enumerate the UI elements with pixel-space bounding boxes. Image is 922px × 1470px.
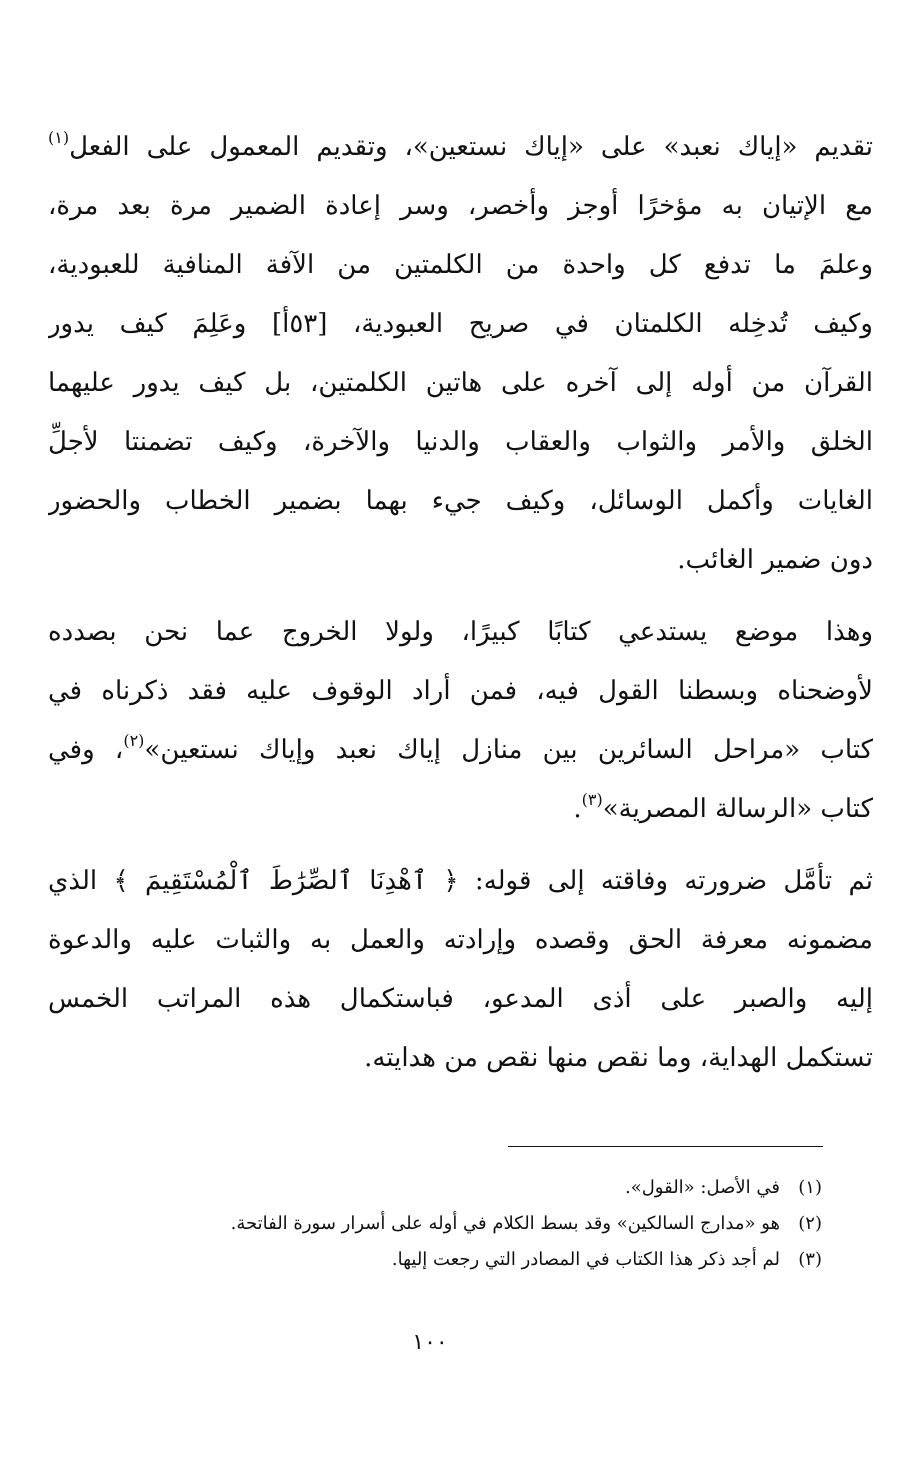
- text-span: ، وفي: [48, 735, 124, 765]
- text-line: وكيف تُدخِله الكلمتان في صريح العبودية، [٥٣أ] وعَلِمَ كيف يدور: [48, 309, 873, 339]
- footnote-number: (٣): [798, 1249, 822, 1270]
- text-line: [48, 721, 873, 780]
- text-line: مضمونه معرفة الحق وقصده وإرادته والعمل به والثبات عليه والدعوة: [48, 925, 873, 955]
- text-line: وعلمَ ما تدفع كل واحدة من الكلمتين من الآفة المنافية للعبودية،: [48, 250, 873, 280]
- footnotes: [48, 1170, 822, 1278]
- text-line: وهذا موضع يستدعي كتابًا كبيرًا، ولولا الخروج عما نحن بصدده: [48, 617, 873, 647]
- footnote-number: (١): [798, 1177, 822, 1198]
- footnote-3: [48, 1242, 822, 1278]
- footnote-ref-1[interactable]: (١): [48, 128, 70, 147]
- text-span: كتاب «مراحل السائرين بين منازل إياك نعبد وإياك نستعين»: [144, 735, 873, 765]
- text-line: [48, 118, 873, 177]
- text-line: لأوضحناه وبسطنا القول فيه، فمن أراد الوقوف عليه فقد ذكرناه في: [48, 676, 873, 706]
- page-number: ١٠٠: [412, 1330, 448, 1355]
- paragraph-2: [48, 603, 873, 839]
- text-span: تقديم «إياك نعبد» على «إياك نستعين»، وتقديم المعمول على الفعل: [69, 132, 873, 162]
- footnote-2: [48, 1206, 822, 1242]
- paragraph-3: [48, 852, 873, 1088]
- text-line: القرآن من أوله إلى آخره على هاتين الكلمتين، بل كيف يدور عليهما: [48, 368, 873, 398]
- text-line: الغايات وأكمل الوسائل، وكيف جيء بهما بضمير الخطاب والحضور: [48, 486, 873, 516]
- text-span: كتاب «الرسالة المصرية»: [602, 794, 873, 824]
- paragraph-gap: [48, 590, 873, 603]
- text-line: ثم تأمَّل ضرورته وفاقته إلى قوله: ﴿ ٱهْدِنَا ٱلصِّرَٰطَ ٱلْمُسْتَقِيمَ ﴾ الذي: [48, 866, 873, 896]
- footnote-ref-2[interactable]: (٢): [123, 731, 145, 750]
- footnote-number: (٢): [798, 1213, 822, 1234]
- footnote-text: هو «مدارج السالكين» وقد بسط الكلام في أوله على أسرار سورة الفاتحة.: [230, 1213, 780, 1234]
- footnote-text: في الأصل: «القول».: [624, 1177, 780, 1198]
- text-line: الخلق والأمر والثواب والعقاب والدنيا والآخرة، وكيف تضمنتا لأجلِّ: [48, 427, 873, 457]
- footnote-ref-3[interactable]: (٣): [581, 790, 603, 809]
- text-line: إليه والصبر على أذى المدعو، فباستكمال هذه المراتب الخمس: [48, 984, 873, 1014]
- paragraph-1: [48, 118, 873, 590]
- footnote-divider: [508, 1146, 823, 1147]
- text-line: مع الإتيان به مؤخرًا أوجز وأخصر، وسر إعادة الضمير مرة بعد مرة،: [48, 191, 873, 221]
- footnote-1: [48, 1170, 822, 1206]
- paragraph-gap: [48, 839, 873, 852]
- text-line: تستكمل الهداية، وما نقص منها نقص من هدايته.: [364, 1043, 873, 1073]
- text-line: دون ضمير الغائب.: [677, 545, 873, 575]
- text-span: .: [573, 794, 582, 824]
- text-line: [48, 780, 873, 839]
- footnote-text: لم أجد ذكر هذا الكتاب في المصادر التي رجعت إليها.: [391, 1249, 780, 1270]
- page-body: [48, 118, 873, 1088]
